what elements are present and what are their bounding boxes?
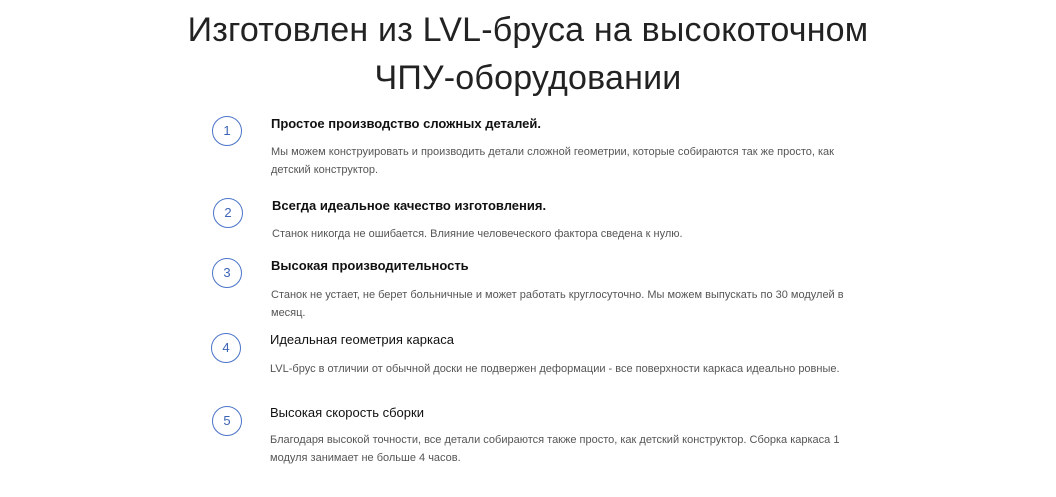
feature-title-3: Высокая производительность (271, 258, 469, 273)
page-title-line-1: Изготовлен из LVL-бруса на высокоточном (187, 11, 869, 49)
feature-title-4: Идеальная геометрия каркаса (270, 332, 454, 347)
feature-description-4: LVL-брус в отличии от обычной доски не подвержен деформации - все поверхности каркаса идеально ровные. (270, 363, 840, 375)
number-badge-3: 3 (212, 258, 242, 288)
feature-title-1: Простое производство сложных деталей. (271, 116, 542, 131)
number-badge-1: 1 (212, 116, 242, 146)
page-title-line-2: ЧПУ-оборудовании (374, 59, 682, 97)
feature-description-2: Станок никогда не ошибается. Влияние человеческого фактора сведена к нулю. (272, 228, 683, 240)
number-badge-5: 5 (212, 406, 242, 436)
feature-description-3: Станок не устает, не берет больничные и может работать круглосуточно. Мы можем выпускать по 30 модулей в месяц. (271, 289, 844, 319)
page-title (0, 6, 1056, 102)
feature-description-1: Мы можем конструировать и производить детали сложной геометрии, которые собираются так же просто, как детский конструктор. (271, 146, 834, 176)
feature-title-5: Высокая скорость сборки (270, 405, 424, 420)
number-badge-2: 2 (213, 198, 243, 228)
number-badge-4: 4 (211, 333, 241, 363)
feature-description-5: Благодаря высокой точности, все детали собираются также просто, как детский конструктор. Сборка каркаса 1 модуля занимает не больше 4 часов. (270, 434, 840, 464)
feature-title-2: Всегда идеальное качество изготовления. (272, 198, 547, 213)
